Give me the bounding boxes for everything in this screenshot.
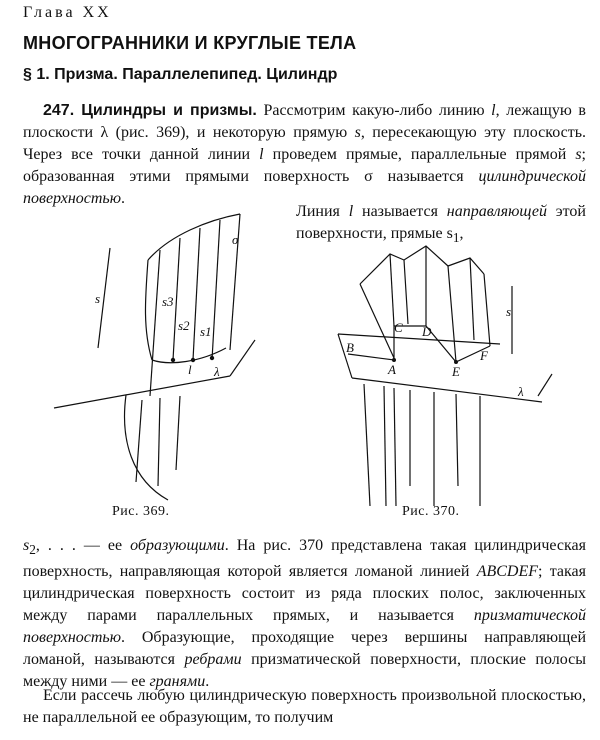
plane-lambda-edge-top xyxy=(338,334,500,344)
label-F: F xyxy=(480,348,488,363)
cylinder-top-edge xyxy=(148,214,240,260)
figure-370 xyxy=(330,236,560,506)
term-prismatic-surface: призматической поверхностью xyxy=(23,607,586,647)
label-sigma: σ xyxy=(232,232,239,247)
label-B: B xyxy=(346,340,354,355)
term-edges: ребрами xyxy=(184,651,242,669)
term-generators: образующими xyxy=(130,537,225,554)
term-cylindrical-surface: цилиндрической поверхностью xyxy=(23,168,586,207)
term-directrix: направляющей xyxy=(446,203,547,220)
label-lambda: λ xyxy=(214,364,220,379)
paragraph-247: 247. Цилиндры и призмы. Рассмотрим какую-либо линию l, лежащую в плоскости λ (рис. 369), и некоторую прямую s, пересекающую эту плоскость. Через все точки данной линии l проведем прямые, параллельные прямой s; образованная этими прямыми поверхность σ называется цилиндрической поверхностью. xyxy=(23,102,587,207)
label-l: l xyxy=(188,362,192,377)
directrix-abcdef xyxy=(348,326,490,362)
label-C: C xyxy=(394,320,403,335)
paragraph-247-continued: Линия l называется направляющей этой поверхности, прямые $s_1$, xyxy=(296,203,586,246)
cylinder-lower-part xyxy=(125,395,168,500)
prism-top-profile xyxy=(360,246,484,284)
label-s2: s2 xyxy=(178,318,190,333)
label-E: E xyxy=(452,364,460,379)
figure-369 xyxy=(40,200,270,510)
label-s1: s1 xyxy=(200,324,212,339)
chapter-label: Глава XX xyxy=(23,4,112,21)
caption-370: Рис. 370. xyxy=(402,504,460,519)
label-s: s xyxy=(95,291,101,306)
label-s: s xyxy=(506,304,512,319)
label-D: D xyxy=(422,324,432,339)
label-A: A xyxy=(388,362,396,377)
paragraph-next: Если рассечь любую цилиндрическую поверхность произвольной плоскостью, не параллельной ее образующим, то получим xyxy=(23,687,586,726)
label-s3: s3 xyxy=(162,294,174,309)
plane-lambda-pointer xyxy=(538,374,552,396)
cylinder-front-edge xyxy=(145,260,152,360)
directrix-curve-l xyxy=(152,348,226,363)
paragraph-heading: 247. Цилиндры и призмы. xyxy=(43,102,257,119)
section-heading: § 1. Призма. Параллелепипед. Цилиндр xyxy=(23,66,338,83)
paragraph-247-generators: $s_2$, . . . — ее образующими. На рис. 370 представлена такая цилиндрическая поверхность, направляющая которой является ломаной линией ABCDEF; такая цилиндрическая поверхность состоит из ряда плоских полос, заключенных между парами параллельных прямых, и называется призматической поверхностью. Образующие, проходящие через вершины направляющей ломаной, называются ребрами призматической поверхности, плоские полосы между ними — ее гранями. xyxy=(23,537,587,691)
term-faces: гранями xyxy=(149,673,206,691)
chapter-title: МНОГОГРАННИКИ И КРУГЛЫЕ ТЕЛА xyxy=(23,33,357,53)
plane-lambda-edge-bottom xyxy=(352,378,542,402)
plane-lambda-edge-right xyxy=(230,340,255,376)
label-lambda: λ xyxy=(518,384,524,399)
caption-369: Рис. 369. xyxy=(112,504,170,519)
